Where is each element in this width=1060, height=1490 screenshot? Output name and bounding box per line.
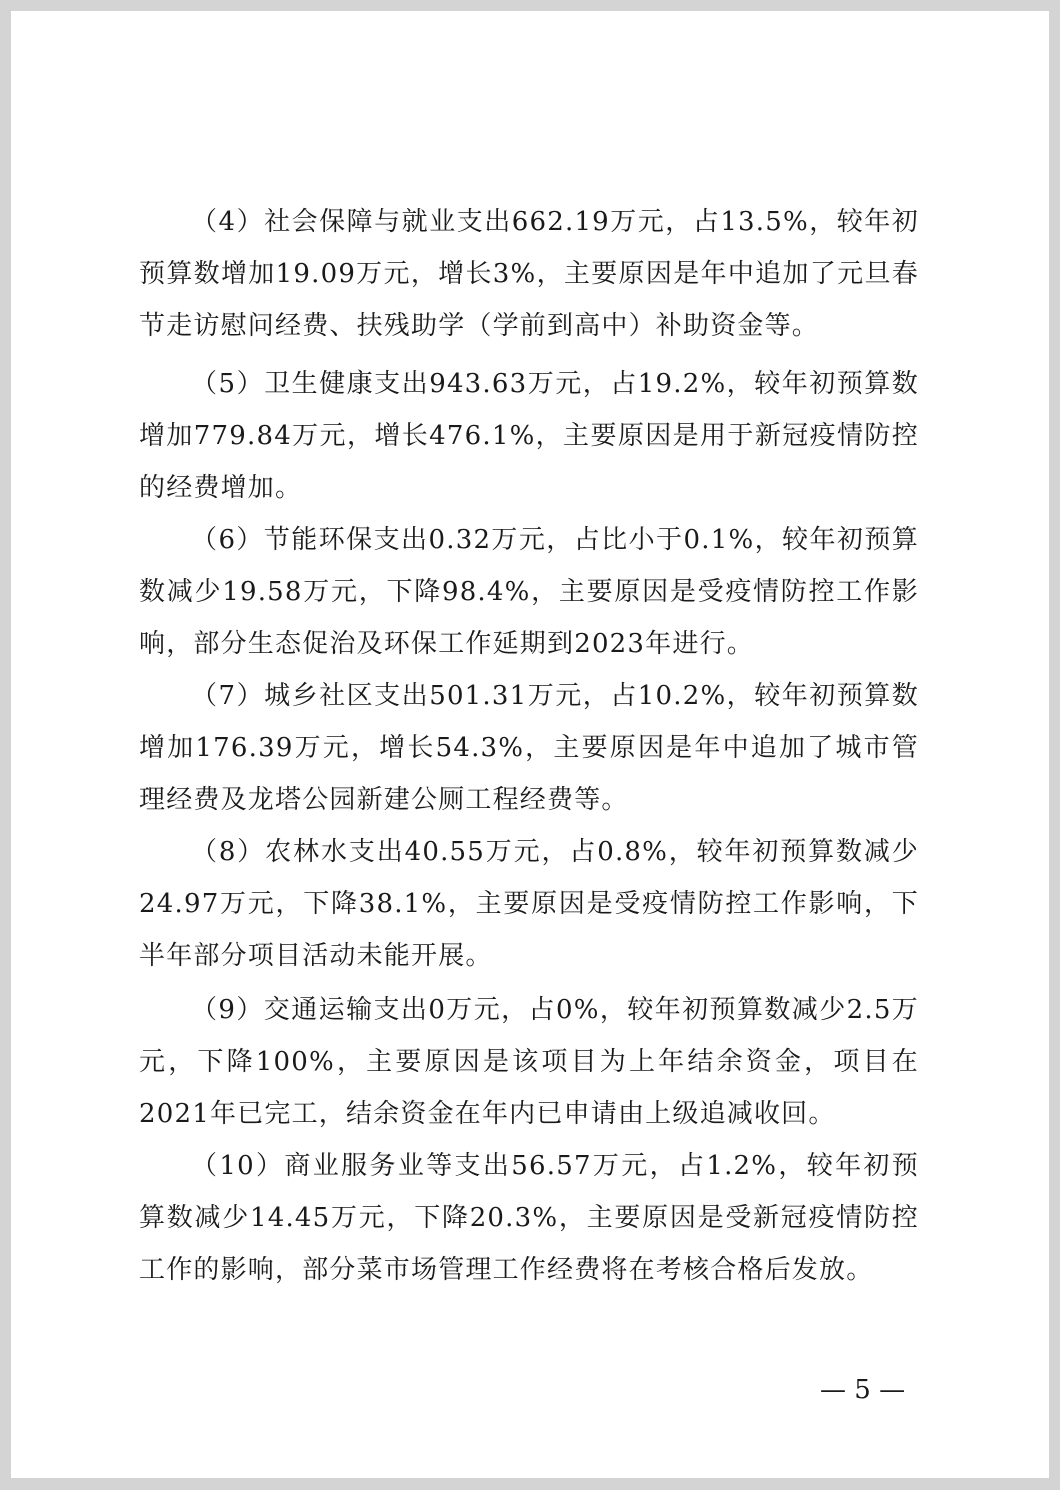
paragraph-8: （8）农林水支出40.55万元，占0.8%，较年初预算数减少24.97万元，下降38.1%，主要原因是受疫情防控工作影响，下半年部分项目活动未能开展。 — [139, 837, 919, 971]
paragraph-10: （10）商业服务业等支出56.57万元，占1.2%，较年初预算数减少14.45万元，下降20.3%，主要原因是受新冠疫情防控工作的影响，部分菜市场管理工作经费将在考核合格后发放。 — [139, 1151, 919, 1285]
paragraph-4: （4）社会保障与就业支出662.19万元，占13.5%，较年初预算数增加19.09万元，增长3%，主要原因是年中追加了元旦春节走访慰问经费、扶残助学（学前到高中）补助资金等。 — [139, 207, 919, 341]
paragraph-6: （6）节能环保支出0.32万元，占比小于0.1%，较年初预算数减少19.58万元，下降98.4%，主要原因是受疫情防控工作影响，部分生态促治及环保工作延期到2023年进行。 — [139, 525, 919, 659]
page-number: — 5 — — [820, 1375, 906, 1405]
paragraph-7: （7）城乡社区支出501.31万元，占10.2%，较年初预算数增加176.39万元，增长54.3%，主要原因是年中追加了城市管理经费及龙塔公园新建公厕工程经费等。 — [139, 681, 919, 815]
paragraph-9: （9）交通运输支出0万元，占0%，较年初预算数减少2.5万元，下降100%，主要原因是该项目为上年结余资金，项目在2021年已完工，结余资金在年内已申请由上级追减收回。 — [139, 995, 919, 1129]
paragraph-5: （5）卫生健康支出943.63万元，占19.2%，较年初预算数增加779.84万元，增长476.1%，主要原因是用于新冠疫情防控的经费增加。 — [139, 369, 919, 503]
